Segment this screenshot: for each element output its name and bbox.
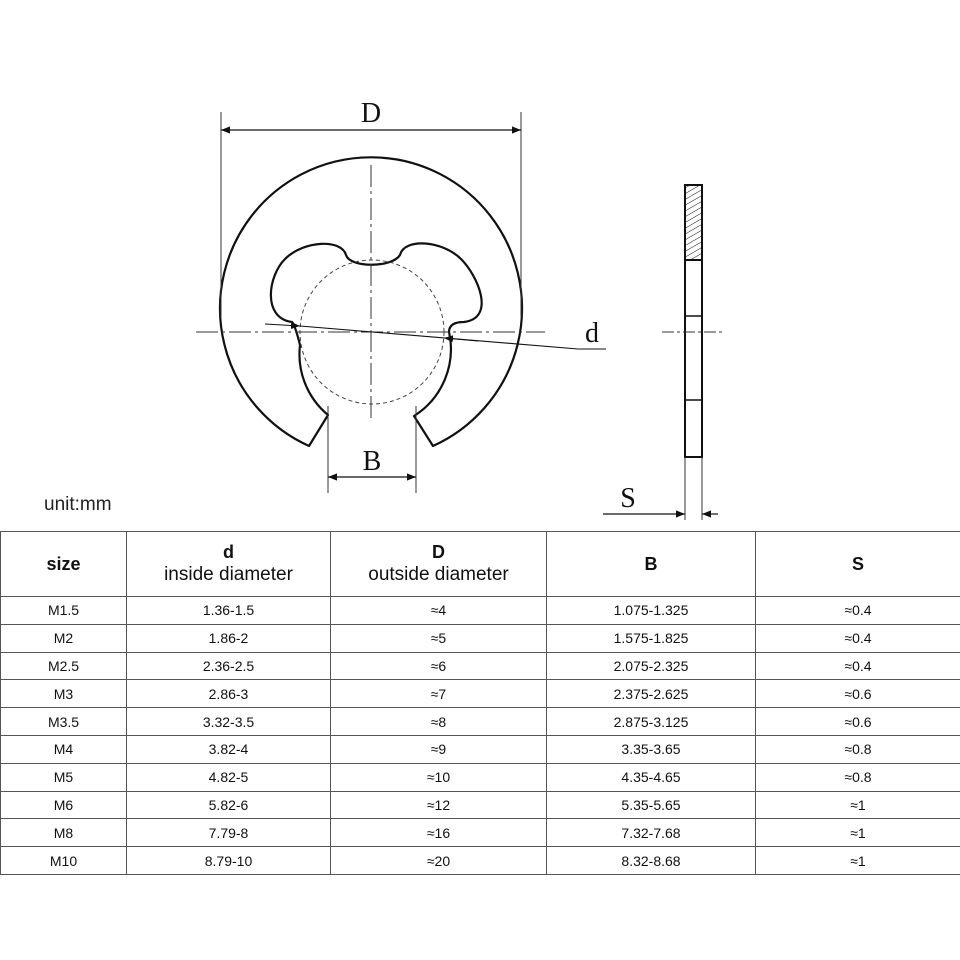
- cell-d-inside: 3.32-3.5: [127, 708, 331, 736]
- cell-b: 4.35-4.65: [547, 763, 756, 791]
- table-row: [1, 680, 960, 708]
- cell-b: 1.575-1.825: [547, 624, 756, 652]
- d-outer-label: D: [360, 98, 382, 129]
- cell-d-outside: ≈6: [331, 652, 547, 680]
- cell-d-outside: ≈20: [331, 847, 547, 875]
- header-size-label: size: [46, 554, 81, 574]
- cell-d-outside: ≈8: [331, 708, 547, 736]
- table-row: [1, 708, 960, 736]
- cell-d-inside: 8.79-10: [127, 847, 331, 875]
- cell-s: ≈1: [756, 791, 960, 819]
- cell-s: ≈0.4: [756, 624, 960, 652]
- cell-b: 2.875-3.125: [547, 708, 756, 736]
- cell-b: 2.375-2.625: [547, 680, 756, 708]
- cell-size: M3.5: [1, 708, 127, 736]
- cell-s: ≈0.8: [756, 763, 960, 791]
- cell-size: M2: [1, 624, 127, 652]
- unit-note: unit:mm: [44, 494, 112, 515]
- cell-size: M1.5: [1, 597, 127, 625]
- cell-size: M8: [1, 819, 127, 847]
- cell-s: ≈1: [756, 847, 960, 875]
- cell-s: ≈1: [756, 819, 960, 847]
- cell-s: ≈0.6: [756, 680, 960, 708]
- cell-size: M2.5: [1, 652, 127, 680]
- table-row: [1, 763, 960, 791]
- cell-s: ≈0.4: [756, 652, 960, 680]
- cell-d-outside: ≈12: [331, 791, 547, 819]
- header-d-outside: [331, 532, 547, 597]
- cell-s: ≈0.6: [756, 708, 960, 736]
- table-row: [1, 847, 960, 875]
- cell-b: 5.35-5.65: [547, 791, 756, 819]
- cell-d-outside: ≈4: [331, 597, 547, 625]
- cell-d-outside: ≈7: [331, 680, 547, 708]
- header-D-symbol: D: [432, 542, 445, 562]
- header-D-desc: outside diameter: [368, 564, 509, 585]
- table-row: [1, 652, 960, 680]
- cell-d-inside: 1.36-1.5: [127, 597, 331, 625]
- s-label: S: [620, 483, 636, 514]
- cell-size: M6: [1, 791, 127, 819]
- table-row: [1, 735, 960, 763]
- cell-s: ≈0.8: [756, 735, 960, 763]
- spec-table-header: [1, 532, 960, 597]
- header-s-symbol: S: [851, 554, 864, 574]
- cell-b: 2.075-2.325: [547, 652, 756, 680]
- header-s: [756, 532, 960, 597]
- d-inner-leader-line: [300, 326, 578, 349]
- cell-d-outside: ≈16: [331, 819, 547, 847]
- cell-b: 8.32-8.68: [547, 847, 756, 875]
- cell-d-inside: 4.82-5: [127, 763, 331, 791]
- cell-d-inside: 1.86-2: [127, 624, 331, 652]
- table-row: [1, 624, 960, 652]
- table-row: [1, 819, 960, 847]
- cell-size: M5: [1, 763, 127, 791]
- b-label: B: [362, 446, 382, 477]
- table-row: [1, 597, 960, 625]
- header-b-symbol: B: [644, 554, 658, 574]
- spec-table-body: [1, 597, 960, 875]
- side-view-hatched-section: [686, 186, 701, 260]
- cell-size: M10: [1, 847, 127, 875]
- header-size: [1, 532, 127, 597]
- header-d-symbol: d: [223, 542, 234, 562]
- cell-d-inside: 3.82-4: [127, 735, 331, 763]
- cell-d-inside: 7.79-8: [127, 819, 331, 847]
- d-inner-arrow-right: [444, 338, 478, 341]
- cell-d-inside: 2.36-2.5: [127, 652, 331, 680]
- cell-d-outside: ≈9: [331, 735, 547, 763]
- cell-size: M3: [1, 680, 127, 708]
- cell-d-outside: ≈10: [331, 763, 547, 791]
- cell-b: 7.32-7.68: [547, 819, 756, 847]
- spec-table: [0, 531, 960, 875]
- header-d-inside: [127, 532, 331, 597]
- header-d-desc: inside diameter: [164, 564, 293, 585]
- table-row: [1, 791, 960, 819]
- d-inner-label: d: [585, 318, 599, 349]
- cell-d-outside: ≈5: [331, 624, 547, 652]
- cell-d-inside: 2.86-3: [127, 680, 331, 708]
- cell-s: ≈0.4: [756, 597, 960, 625]
- cell-b: 1.075-1.325: [547, 597, 756, 625]
- cell-d-inside: 5.82-6: [127, 791, 331, 819]
- header-b: [547, 532, 756, 597]
- cell-size: M4: [1, 735, 127, 763]
- cell-b: 3.35-3.65: [547, 735, 756, 763]
